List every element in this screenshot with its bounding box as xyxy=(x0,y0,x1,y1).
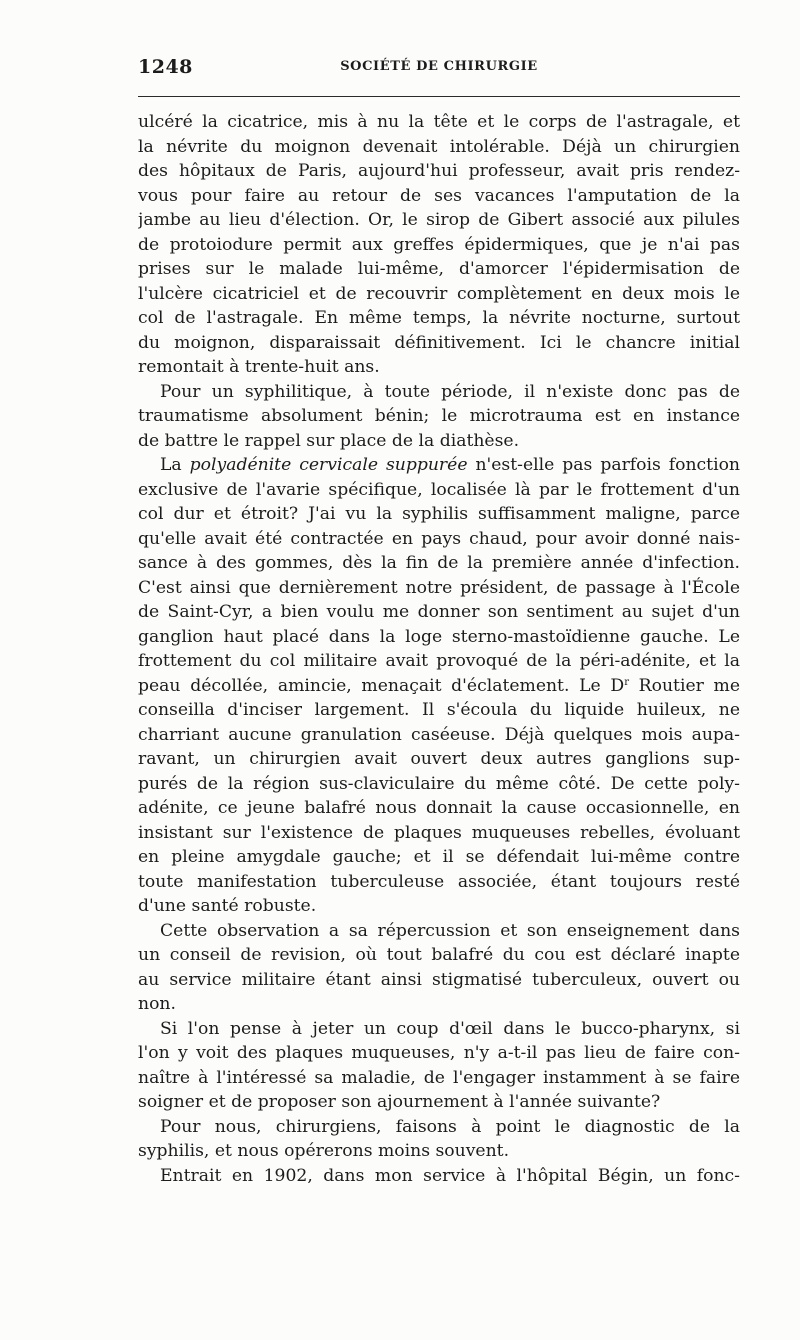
text-line xyxy=(138,698,740,723)
running-title: SOCIÉTÉ DE CHIRURGIE xyxy=(340,59,538,74)
line-text: Entrait en 1902, dans mon service à l'hôpital Bégin, un fonc- xyxy=(160,1165,740,1186)
line-text: non. xyxy=(138,994,176,1014)
text-line xyxy=(138,625,740,650)
line-text: adénite, ce jeune balafré nous donnait la cause occasionnelle, en xyxy=(138,798,740,818)
text-line xyxy=(138,747,740,772)
text-line xyxy=(138,1090,740,1115)
line-sup: r xyxy=(624,676,629,688)
text-line xyxy=(138,380,740,405)
line-text: un conseil de revision, où tout balafré du cou est déclaré inapte xyxy=(138,945,740,965)
line-text: naître à l'intéressé sa maladie, de l'engager instamment à se faire xyxy=(138,1067,740,1088)
line-text: de Saint-Cyr, a bien voulu me donner son sentiment au sujet d'un xyxy=(138,602,740,622)
text-line xyxy=(138,306,740,331)
text-line xyxy=(138,355,740,380)
line-text: exclusive de l'avarie spécifique, localisée là par le frottement d'un xyxy=(138,479,740,500)
line-text: col de l'astragale. En même temps, la névrite nocturne, surtout xyxy=(138,308,740,328)
text-line xyxy=(138,208,740,233)
text-line xyxy=(138,331,740,356)
text-line xyxy=(138,919,740,944)
text-line xyxy=(138,429,740,454)
line-text: du moignon, disparaissait définitivement. Ici le chancre initial xyxy=(138,332,740,353)
line-text: remontait à trente-huit ans. xyxy=(138,357,380,377)
text-line xyxy=(138,772,740,797)
line-text: sance à des gommes, dès la fin de la première année d'infection. xyxy=(138,553,740,573)
line-text: peau décollée, amincie, menaçait d'éclatement. Le D xyxy=(138,675,625,696)
body-text xyxy=(138,110,740,1188)
line-text: de battre le rappel sur place de la diathèse. xyxy=(138,430,520,451)
text-line xyxy=(138,796,740,821)
line-text: ravant, un chirurgien avait ouvert deux autres ganglions sup- xyxy=(138,749,740,769)
text-line xyxy=(138,453,740,478)
line-text: purés de la région sus-claviculaire du même côté. De cette poly- xyxy=(138,773,740,794)
text-line xyxy=(138,894,740,919)
line-text: Si l'on pense à jeter un coup d'œil dans le bucco-pharynx, si xyxy=(160,1018,740,1039)
text-line xyxy=(138,551,740,576)
line-text: prises sur le malade lui-même, d'amorcer l'épidermisation de xyxy=(138,259,740,279)
text-line xyxy=(138,1164,740,1189)
line-text: Pour un syphilitique, à toute période, il n'existe donc pas de xyxy=(160,381,740,402)
line-text: syphilis, et nous opérerons moins souvent. xyxy=(138,1141,510,1161)
text-line xyxy=(138,478,740,503)
text-line xyxy=(138,968,740,993)
text-line xyxy=(138,184,740,209)
line-text: charriant aucune granulation caséeuse. Déjà quelques mois aupa- xyxy=(138,724,740,745)
text-line xyxy=(138,943,740,968)
line-text: col dur et étroit? J'ai vu la syphilis suffisamment maligne, parce xyxy=(138,504,740,524)
text-line xyxy=(138,845,740,870)
page-header xyxy=(138,56,740,80)
header-rule xyxy=(138,96,740,97)
line-text: en pleine amygdale gauche; et il se défendait lui-même contre xyxy=(138,847,740,867)
line-post: Routier me xyxy=(628,675,740,696)
text-line xyxy=(138,1017,740,1042)
line-text: des hôpitaux de Paris, aujourd'hui professeur, avait pris rendez- xyxy=(138,161,740,181)
line-text: insistant sur l'existence de plaques muqueuses rebelles, évoluant xyxy=(138,822,740,843)
line-text: vous pour faire au retour de ses vacances l'amputation de la xyxy=(138,185,740,206)
line-text: conseilla d'inciser largement. Il s'écoula du liquide huileux, ne xyxy=(138,700,740,720)
text-line xyxy=(138,1066,740,1091)
line-text: l'on y voit des plaques muqueuses, n'y a-t-il pas lieu de faire con- xyxy=(138,1043,740,1063)
text-line xyxy=(138,1139,740,1164)
line-text: traumatisme absolument bénin; le microtrauma est en instance xyxy=(138,406,740,426)
text-line xyxy=(138,723,740,748)
text-line xyxy=(138,992,740,1017)
text-line xyxy=(138,1115,740,1140)
line-text: jambe au lieu d'élection. Or, le sirop de Gibert associé aux pilules xyxy=(138,210,740,230)
text-line xyxy=(138,674,740,699)
text-line xyxy=(138,1041,740,1066)
page-number: 1248 xyxy=(138,56,193,78)
text-line xyxy=(138,821,740,846)
line-text: qu'elle avait été contractée en pays chaud, pour avoir donné nais- xyxy=(138,528,740,549)
line-em: polyadénite cervicale suppurée xyxy=(189,455,468,475)
line-text: Pour nous, chirurgiens, faisons à point le diagnostic de la xyxy=(160,1116,740,1137)
line-text: ganglion haut placé dans la loge sterno-mastoïdienne gauche. Le xyxy=(138,626,740,647)
text-line xyxy=(138,649,740,674)
text-line xyxy=(138,404,740,429)
text-line xyxy=(138,502,740,527)
line-text: ulcéré la cicatrice, mis à nu la tête et le corps de l'astragale, et xyxy=(138,112,740,132)
line-text: de protoiodure permit aux greffes épidermiques, que je n'ai pas xyxy=(138,234,740,255)
line-text: soigner et de proposer son ajournement à l'année suivante? xyxy=(138,1092,661,1112)
text-line xyxy=(138,135,740,160)
line-text: l'ulcère cicatriciel et de recouvrir complètement en deux mois le xyxy=(138,283,740,304)
text-line xyxy=(138,527,740,552)
text-line xyxy=(138,576,740,601)
line-text: toute manifestation tuberculeuse associée, étant toujours resté xyxy=(138,871,740,892)
line-text: la névrite du moignon devenait intolérable. Déjà un chirurgien xyxy=(138,136,740,157)
line-text: C'est ainsi que dernièrement notre président, de passage à l'École xyxy=(138,577,740,598)
text-line xyxy=(138,282,740,307)
line-post: n'est-elle pas parfois fonction xyxy=(467,455,740,475)
text-line xyxy=(138,870,740,895)
text-line xyxy=(138,257,740,282)
text-line xyxy=(138,233,740,258)
line-text: frottement du col militaire avait provoqué de la péri-adénite, et la xyxy=(138,651,740,671)
line-text: d'une santé robuste. xyxy=(138,896,317,916)
text-line xyxy=(138,110,740,135)
text-line xyxy=(138,600,740,625)
line-pre: La xyxy=(160,455,190,475)
line-text: Cette observation a sa répercussion et son enseignement dans xyxy=(160,920,740,941)
line-text: au service militaire étant ainsi stigmatisé tuberculeux, ouvert ou xyxy=(138,969,740,990)
text-line xyxy=(138,159,740,184)
